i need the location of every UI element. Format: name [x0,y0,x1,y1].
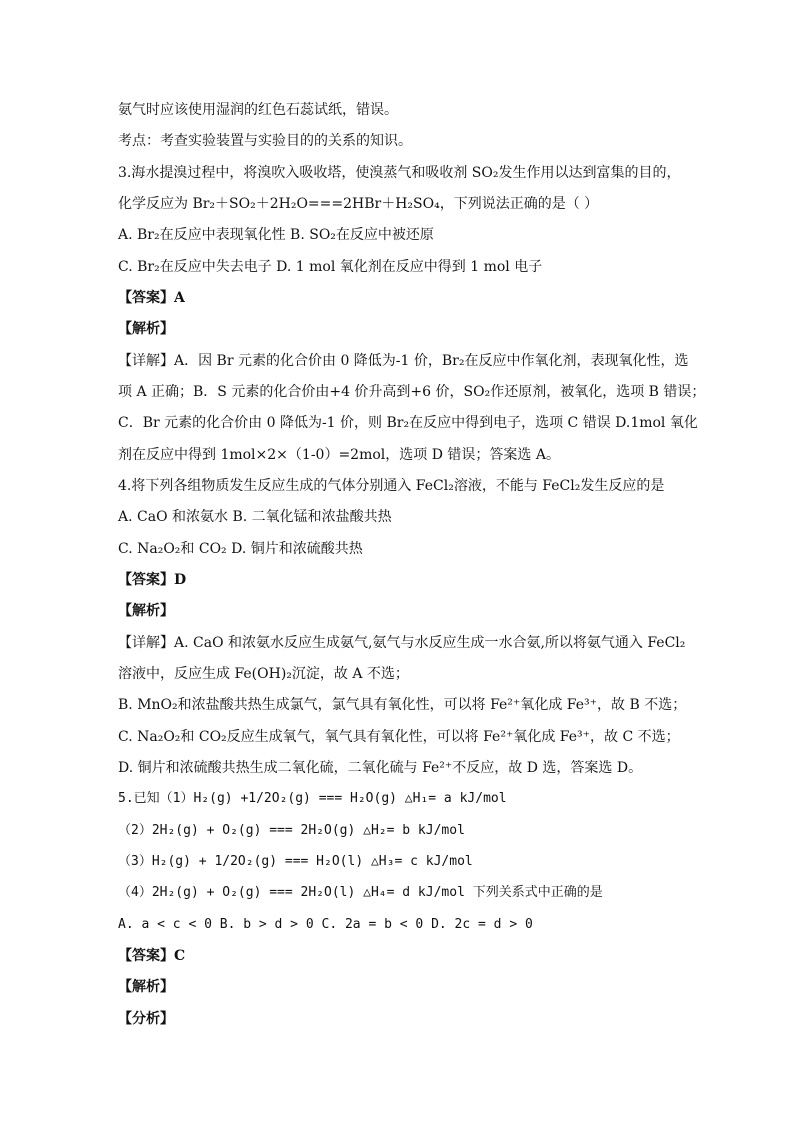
question-3-options-ab: A. Br₂在反应中表现氧化性 B. SO₂在反应中被还原 [118,227,434,243]
explanation-line: 【详解】A. CaO 和浓氨水反应生成氨气,氨气与水反应生成一水合氨,所以将氨气通入 FeCl₂ [118,635,686,651]
answer-heading: 【答案】A [118,290,185,306]
question-4-stem: 4.将下列各组物质发生反应生成的气体分别通入 FeCl₂溶液，不能与 FeCl₂发生反应的是 [118,478,665,494]
analysis-heading: 【解析】 [118,603,174,619]
question-5-stem: 5.已知（1）H₂(g) +1/2O₂(g) === H₂O(g) △H₁= a kJ/mol [118,791,507,806]
explanation-line: C．Br 元素的化合价由 0 降低为-1 价，则 Br₂在反应中得到电子，选项 C 错误 D.1mol 氧化 [118,415,698,431]
question-3-equation: 化学反应为 Br₂＋SO₂＋2H₂O===2HBr＋H₂SO₄，下列说法正确的是（ ） [118,196,599,212]
explanation-line: D. 铜片和浓硫酸共热生成二氧化硫，二氧化硫与 Fe²⁺不反应，故 D 选，答案选 D。 [118,760,643,776]
explanation-line: B. MnO₂和浓盐酸共热生成氯气，氯气具有氧化性，可以将 Fe²⁺氧化成 Fe³⁺，故 B 不选； [118,697,687,713]
explanation-line: 溶液中，反应生成 Fe(OH)₂沉淀，故 A 不选； [118,666,409,682]
explanation-line: 剂在反应中得到 1mol×2×（1-0）=2mol，选项 D 错误；答案选 A。 [118,447,560,463]
question-4-options-cd: C. Na₂O₂和 CO₂ D. 铜片和浓硫酸共热 [118,541,363,557]
analysis-heading: 【解析】 [118,321,174,337]
analysis-subheading: 【分析】 [118,1011,174,1027]
explanation-line: 【详解】A．因 Br 元素的化合价由 0 降低为-1 价，Br₂在反应中作氧化剂，表现氧化性，选 [118,353,689,369]
question-5-options: A. a < c < 0 B. b > d > 0 C. 2a = b < 0 D. 2c = d > 0 [118,917,533,932]
explanation-line: 项 A 正确；B．S 元素的化合价由+4 价升高到+6 价，SO₂作还原剂，被氧化，选项 B 错误； [118,384,706,400]
answer-heading: 【答案】D [118,572,187,588]
question-5-equation-4: （4）2H₂(g) + O₂(g) === 2H₂O(l) △H₄= d kJ/mol 下列关系式中正确的是 [118,885,603,900]
question-4-options-ab: A. CaO 和浓氨水 B. 二氧化锰和浓盐酸共热 [118,509,392,525]
question-3-options-cd: C. Br₂在反应中失去电子 D. 1 mol 氧化剂在反应中得到 1 mol 电子 [118,259,543,275]
text-line: 考点：考查实验装置与实验目的的关系的知识。 [118,133,412,149]
analysis-heading: 【解析】 [118,979,174,995]
text-line: 氨气时应该使用湿润的红色石蕊试纸，错误。 [118,102,398,118]
explanation-line: C. Na₂O₂和 CO₂反应生成氧气，氧气具有氧化性，可以将 Fe²⁺氧化成 Fe³⁺，故 C 不选； [118,729,680,745]
question-3-stem: 3.海水提溴过程中，将溴吹入吸收塔，使溴蒸气和吸收剂 SO₂发生作用以达到富集的目的， [118,165,681,181]
answer-heading: 【答案】C [118,948,186,964]
question-5-equation-3: （3）H₂(g) + 1/2O₂(g) === H₂O(l) △H₃= c kJ/mol [118,854,473,869]
question-5-equation-2: （2）2H₂(g) + O₂(g) === 2H₂O(g) △H₂= b kJ/mol [118,823,465,838]
